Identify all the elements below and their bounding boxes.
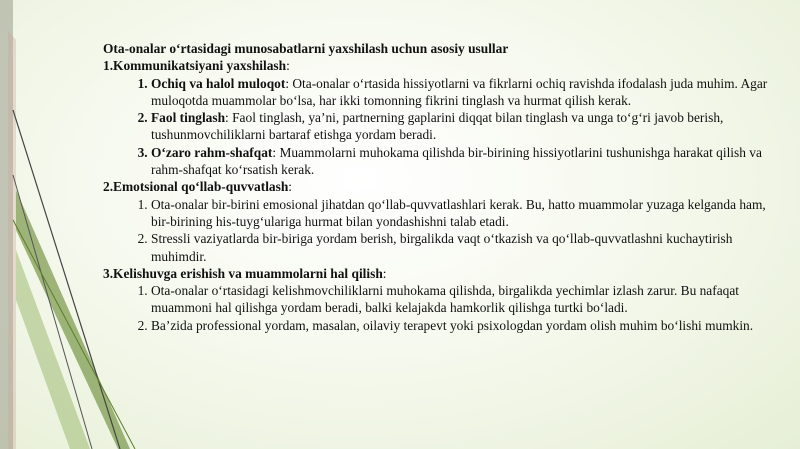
emotional-support-list — [103, 196, 768, 265]
section-title-communication — [103, 57, 768, 74]
item-text: : Ota-onalar o‘rtasida hissiyotlarni va fikrlarni ochiq ravishda ifodalash juda muhim. Agar muloqotda muammolar bo‘lsa, har ikki tomonning fikrini tinglash va hurmat qilish kerak. — [151, 75, 768, 108]
list-item — [151, 144, 768, 179]
list-item: 1. Ota-onalar o‘rtasidagi kelishmovchiliklarni muhokama qilishda, birgalikda yechimlar izlash zarur. Bu nafaqat muammoni hal qilishga yordam beradi, balki kelajakda hamkorlik qilishga turtki bo‘ladi. — [151, 282, 768, 317]
list-item — [151, 75, 768, 110]
colon: : — [286, 58, 290, 74]
item-lead: Ochiq va halol muloqot — [151, 75, 286, 91]
list-item — [151, 109, 768, 144]
section-title-text: 2.Emotsional qo‘llab-quvvatlash — [103, 179, 289, 195]
slide-content — [103, 40, 768, 334]
colon: : — [382, 265, 387, 281]
list-item: 1. Ota-onalar bir-birini emosional jihatdan qo‘llab-quvvatlashlari kerak. Bu, hatto muammolar yuzaga kelganda ham, bir-birining his-tuyg‘ulariga hurmat bilan yondashishni talab etadi. — [151, 196, 768, 231]
slide-title: Ota-onalar o‘rtasidagi munosabatlarni yaxshilash uchun asosiy usullar — [103, 41, 509, 56]
list-item: 2. Stressli vaziyatlarda bir-biriga yordam berish, birgalikda vaqt o‘tkazish va qo‘llab-quvvatlashni kuchaytirish muhimdir. — [151, 230, 768, 265]
agreement-list — [103, 282, 768, 334]
section-title-emotional-support — [103, 178, 768, 195]
item-text: : Faol tinglash, ya’ni, partnerning gaplarini diqqat bilan tinglash va unga to‘g‘ri javob berish, tushunmovchiliklarni bartaraf etishga yordam beradi. — [151, 110, 724, 143]
section-title-text: 3.Kelishuvga erishish va muammolarni hal qilish — [103, 265, 383, 281]
item-text: : Muammolarni muhokama qilishda bir-birining hissiyotlarini tushunishga harakat qilish va rahm-shafqat ko‘rsatish kerak. — [151, 144, 762, 178]
communication-list — [103, 75, 768, 179]
list-item: 2. Ba’zida professional yordam, masalan, oilaviy terapevt yoki psixologdan yordam olish muhim bo‘lishi mumkin. — [151, 317, 768, 334]
section-title-agreement — [103, 265, 768, 282]
section-title-text: 1.Kommunikatsiyani yaxshilash — [103, 58, 287, 74]
item-lead: Faol tinglash — [151, 110, 226, 126]
colon: : — [288, 179, 293, 195]
item-lead: O‘zaro rahm-shafqat — [151, 144, 273, 160]
